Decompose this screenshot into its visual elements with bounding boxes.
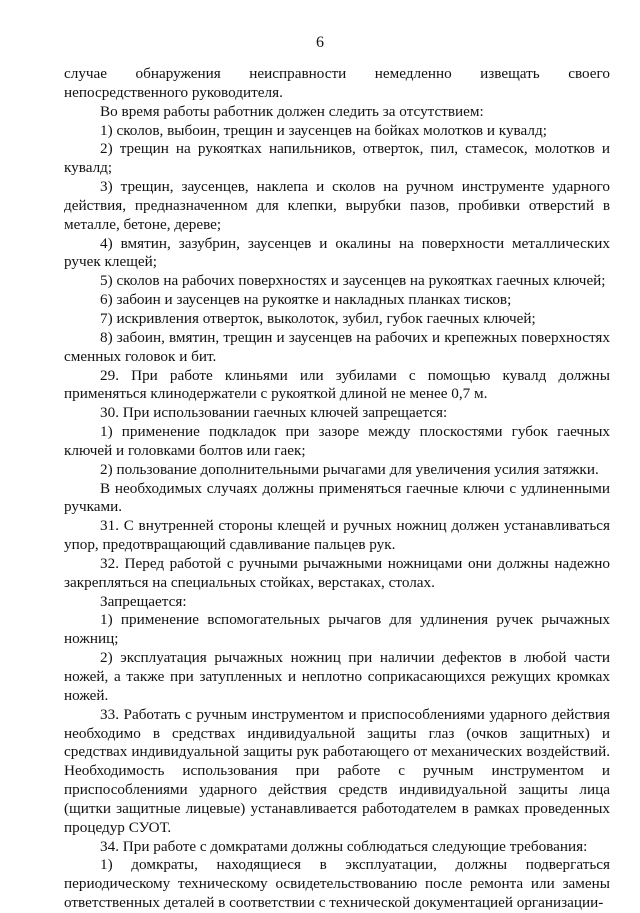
paragraph: 32. Перед работой с ручными рычажными ножницами они должны надежно закрепляться на специальных стойках, верстаках, столах. — [64, 554, 610, 591]
paragraph: 34. При работе с домкратами должны соблюдаться следующие требования: — [100, 837, 588, 855]
paragraph: 4) вмятин, зазубрин, заусенцев и окалины на поверхности металлических ручек клещей; — [64, 234, 610, 271]
paragraph: 3) трещин, заусенцев, наклепа и сколов на ручном инструменте ударного действия, предназначенном для клепки, вырубки пазов, пробивки отверстий в металле, бетоне, дереве; — [64, 178, 610, 233]
paragraph: Запрещается: — [100, 592, 187, 610]
paragraph: 5) сколов на рабочих поверхностях и заусенцев на рукоятках гаечных ключей; — [100, 272, 606, 290]
document-body — [64, 65, 610, 913]
paragraph: 6) забоин и заусенцев на рукоятке и накладных планках тисков; — [100, 291, 512, 309]
paragraph: 33. Работать с ручным инструментом и приспособлениями ударного действия необходимо в средствах индивидуальной защиты глаз (очков защитных) и средствах индивидуальной защиты рук работающего от механических воздействий. Необходимость использования при работе с ручным инструментом и приспособлениями ударного действия средств индивидуальной защиты лица (щитки защитные лицевые) устанавливается работодателем в рамках проведенных процедур СУОТ. — [64, 705, 610, 836]
paragraph: 7) искривления отверток, выколоток, зубил, губок гаечных ключей; — [100, 309, 536, 327]
paragraph: 31. С внутренней стороны клещей и ручных ножниц должен устанавливаться упор, предотвращающий сдавливание пальцев рук. — [64, 517, 610, 554]
paragraph: случае обнаружения неисправности немедленно извещать своего непосредственного руководителя. — [64, 65, 610, 101]
paragraph: 30. При использовании гаечных ключей запрещается: — [100, 404, 448, 422]
page-number: 6 — [316, 34, 324, 51]
paragraph: Во время работы работник должен следить за отсутствием: — [100, 102, 484, 120]
paragraph: 2) пользование дополнительными рычагами для увеличения усилия затяжки. — [100, 460, 599, 478]
paragraph: 1) применение вспомогательных рычагов для удлинения ручек рычажных ножниц; — [64, 611, 610, 648]
paragraph: 1) домкраты, находящиеся в эксплуатации, должны подвергаться периодическому техническому освидетельствованию после ремонта или замены ответственных деталей в соответствии с технической документацией организации- — [64, 856, 610, 912]
paragraph: 2) трещин на рукоятках напильников, отверток, пил, стамесок, молотков и кувалд; — [64, 140, 610, 177]
paragraph: 1) сколов, выбоин, трещин и заусенцев на бойках молотков и кувалд; — [100, 121, 547, 139]
paragraph: 1) применение подкладок при зазоре между плоскостями губок гаечных ключей и головками болтов или гаек; — [64, 423, 610, 459]
paragraph: 2) эксплуатация рычажных ножниц при наличии дефектов в любой части ножей, а также при затупленных и неплотно соприкасающихся режущих кромках ножей. — [64, 649, 610, 704]
paragraph: В необходимых случаях должны применяться гаечные ключи с удлиненными ручками. — [64, 479, 610, 516]
paragraph: 8) забоин, вмятин, трещин и заусенцев на рабочих и крепежных поверхностях сменных головок и бит. — [64, 328, 610, 365]
paragraph: 29. При работе клиньями или зубилами с помощью кувалд должны применяться клинодержатели с рукояткой длиной не менее 0,7 м. — [64, 366, 610, 403]
